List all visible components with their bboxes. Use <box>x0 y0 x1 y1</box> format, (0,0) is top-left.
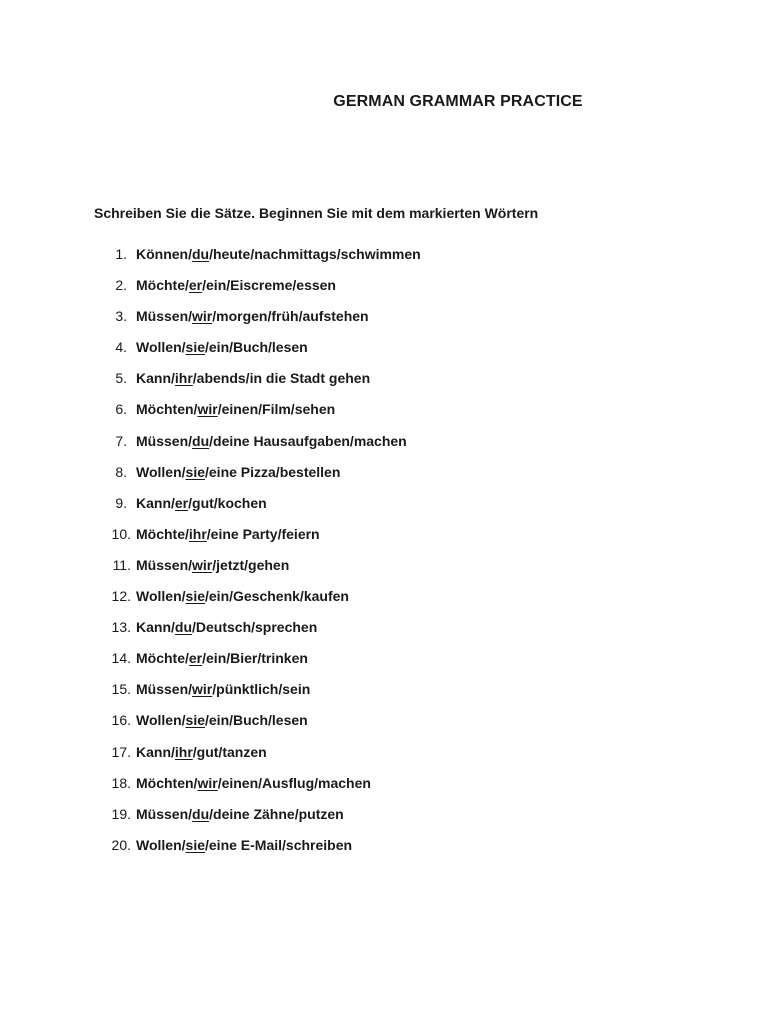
item-number: 14. <box>111 650 131 667</box>
item-number: 9. <box>115 494 127 511</box>
item-sentence-parts <box>136 339 308 355</box>
item-sentence-parts <box>136 370 370 386</box>
item-marked-word: wir <box>197 401 218 418</box>
item-remainder: /einen/Film/sehen <box>217 401 336 418</box>
item-sentence-parts <box>136 557 289 573</box>
item-marked-word: du <box>174 619 192 636</box>
item-remainder: /abends/in die Stadt gehen <box>192 370 371 387</box>
item-sentence-parts <box>136 744 267 760</box>
item-sentence-parts <box>136 837 352 853</box>
item-remainder: /deine Zähne/putzen <box>209 805 344 822</box>
item-number: 10. <box>111 525 131 542</box>
item-sentence-parts <box>136 806 344 822</box>
item-number: 5. <box>115 370 127 387</box>
item-verb: Möchte/ <box>136 525 189 542</box>
item-verb: Möchten/ <box>136 774 198 791</box>
item-remainder: /morgen/früh/aufstehen <box>212 308 369 325</box>
item-remainder: /eine E-Mail/schreiben <box>205 836 353 853</box>
item-marked-word: er <box>174 494 189 511</box>
item-verb: Müssen/ <box>136 805 193 822</box>
item-verb: Kann/ <box>136 619 175 636</box>
item-verb: Können/ <box>136 246 192 262</box>
item-remainder: /ein/Buch/lesen <box>205 339 308 356</box>
item-sentence-parts <box>136 681 310 697</box>
item-remainder: /Deutsch/sprechen <box>192 619 318 636</box>
item-remainder: /eine Party/feiern <box>206 525 320 542</box>
item-sentence-parts <box>136 712 308 728</box>
item-verb: Wollen/ <box>136 463 186 480</box>
instruction-text: Schreiben Sie die Sätze. Beginnen Sie mit dem markierten Wörtern <box>94 205 539 221</box>
item-number: 3. <box>115 308 127 325</box>
item-verb: Möchte/ <box>136 277 189 294</box>
item-sentence-parts <box>136 775 371 791</box>
item-marked-word: du <box>192 805 210 822</box>
item-number: 8. <box>115 463 127 480</box>
item-sentence-parts <box>136 588 349 604</box>
item-verb: Müssen/ <box>136 681 193 698</box>
item-remainder: /ein/Geschenk/kaufen <box>205 588 349 605</box>
item-sentence-parts <box>136 308 369 324</box>
item-marked-word: sie <box>185 463 205 480</box>
item-number: 19. <box>111 805 131 822</box>
item-marked-word: wir <box>192 556 213 573</box>
item-sentence-parts <box>136 495 267 511</box>
item-sentence-parts <box>136 277 336 293</box>
item-remainder: /gut/kochen <box>188 494 267 511</box>
item-marked-word: wir <box>192 681 213 698</box>
item-number: 4. <box>115 339 127 356</box>
item-number: 13. <box>111 619 131 636</box>
item-number: 15. <box>111 681 131 698</box>
item-marked-word: du <box>192 246 210 262</box>
item-sentence-parts <box>136 526 320 542</box>
item-marked-word: ihr <box>174 743 193 760</box>
item-number: 6. <box>115 401 127 418</box>
item-number: 1. <box>115 246 127 262</box>
item-verb: Wollen/ <box>136 588 186 605</box>
item-remainder: /eine Pizza/bestellen <box>205 463 341 480</box>
item-number: 18. <box>111 774 131 791</box>
item-marked-word: wir <box>197 774 218 791</box>
item-number: 7. <box>115 432 127 449</box>
item-number: 11. <box>112 556 131 573</box>
item-verb: Wollen/ <box>136 836 186 853</box>
item-remainder: /ein/Bier/trinken <box>202 650 308 667</box>
item-remainder: /heute/nachmittags/schwimmen <box>209 246 421 262</box>
item-verb: Wollen/ <box>136 712 186 729</box>
item-verb: Möchte/ <box>136 650 189 667</box>
item-number: 16. <box>111 712 131 729</box>
item-remainder: /deine Hausaufgaben/machen <box>209 432 407 449</box>
item-verb: Müssen/ <box>136 308 193 325</box>
item-verb: Möchten/ <box>136 401 198 418</box>
item-verb: Kann/ <box>136 370 175 387</box>
item-number: 20. <box>111 836 131 853</box>
item-sentence-parts <box>136 464 340 480</box>
item-number: 17. <box>111 743 131 760</box>
item-number: 12. <box>111 588 131 605</box>
item-verb: Kann/ <box>136 743 175 760</box>
item-remainder: /gut/tanzen <box>192 743 267 760</box>
item-marked-word: sie <box>185 836 205 853</box>
item-marked-word: du <box>192 432 210 449</box>
item-marked-word: er <box>188 650 203 667</box>
item-number: 2. <box>115 277 127 294</box>
item-marked-word: ihr <box>188 525 207 542</box>
item-remainder: /einen/Ausflug/machen <box>217 774 371 791</box>
item-sentence-parts <box>136 246 421 262</box>
item-marked-word: sie <box>185 339 205 356</box>
page-title: GERMAN GRAMMAR PRACTICE <box>333 93 583 110</box>
item-marked-word: sie <box>185 712 205 729</box>
item-verb: Müssen/ <box>136 432 193 449</box>
item-sentence-parts <box>136 433 407 449</box>
item-remainder: /ein/Buch/lesen <box>205 712 308 729</box>
item-verb: Wollen/ <box>136 339 186 356</box>
item-marked-word: wir <box>192 308 213 325</box>
item-remainder: /jetzt/gehen <box>212 556 290 573</box>
item-sentence-parts <box>136 650 308 666</box>
item-remainder: /pünktlich/sein <box>212 681 311 698</box>
item-verb: Müssen/ <box>136 556 193 573</box>
item-marked-word: sie <box>185 588 205 605</box>
item-verb: Kann/ <box>136 494 175 511</box>
item-marked-word: ihr <box>174 370 193 387</box>
item-sentence-parts <box>136 619 317 635</box>
item-marked-word: er <box>188 277 203 294</box>
item-remainder: /ein/Eiscreme/essen <box>202 277 336 294</box>
item-sentence-parts <box>136 401 335 417</box>
